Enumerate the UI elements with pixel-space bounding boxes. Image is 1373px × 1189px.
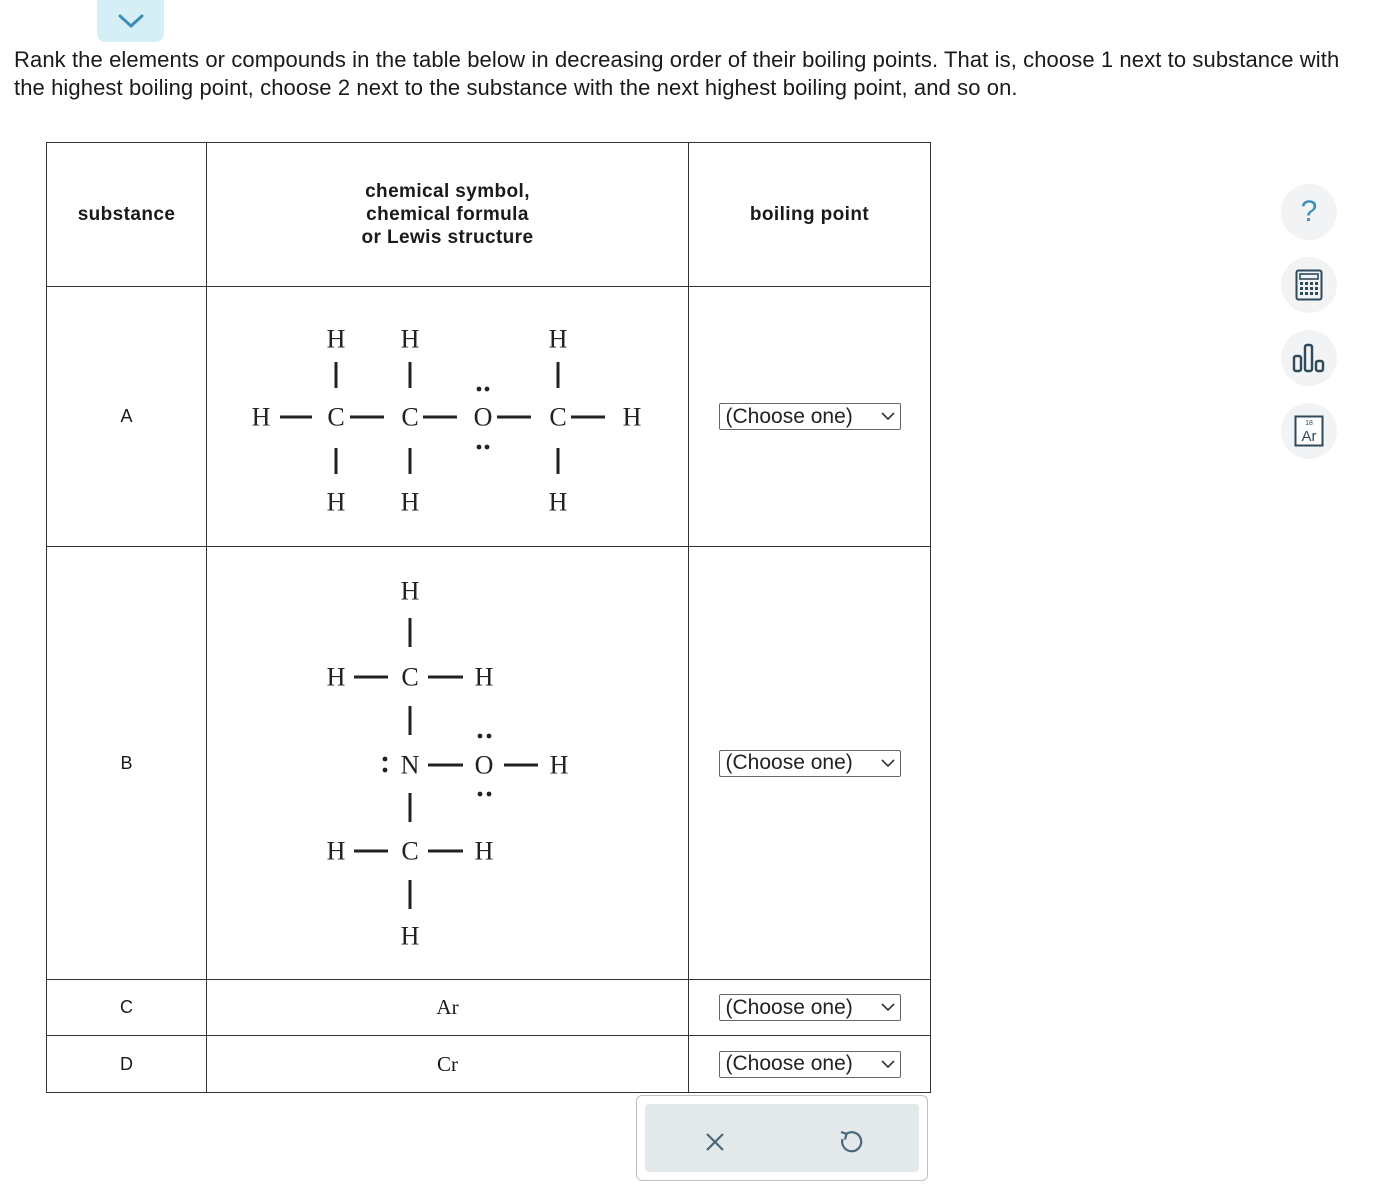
rank-select-c[interactable] — [719, 994, 901, 1021]
atom-h: H — [400, 921, 420, 950]
atom-c: C — [401, 662, 419, 691]
periodic-number: 18 — [1305, 420, 1313, 427]
select-value: (Choose one) — [725, 404, 853, 428]
answer-actions-inner — [645, 1104, 919, 1172]
atom-c: C — [549, 402, 567, 431]
table-row — [47, 980, 931, 1036]
atom-c: C — [401, 836, 419, 865]
help-icon: ? — [1300, 195, 1318, 228]
data-chart-button[interactable] — [1281, 330, 1337, 386]
bar-chart-icon — [1292, 343, 1326, 373]
boiling-point-cell — [689, 1036, 931, 1093]
question-prompt: Rank the elements or compounds in the table below in decreasing order of their boiling points. That is, choose 1 next to substance with the highest boiling point, choose 2 next to the substance with the next highest boiling point, and so on. — [14, 47, 1340, 100]
atom-h: H — [400, 324, 420, 353]
atom-h: H — [400, 487, 420, 516]
close-icon — [704, 1131, 726, 1153]
substance-label: D — [47, 1036, 207, 1093]
undo-button[interactable] — [831, 1122, 871, 1162]
collapse-toggle[interactable] — [97, 0, 164, 42]
atom-h: H — [474, 662, 494, 691]
table-row — [47, 1036, 931, 1093]
lewis-structure-a — [207, 287, 689, 547]
table-header-row — [47, 143, 931, 287]
table-row — [47, 287, 931, 547]
atom-h: H — [326, 836, 346, 865]
atom-h: H — [326, 487, 346, 516]
atom-c: C — [401, 402, 419, 431]
header-boiling-point: boiling point — [689, 143, 931, 287]
substance-label: B — [47, 547, 207, 980]
atom-h: H — [548, 487, 568, 516]
select-value: (Choose one) — [725, 995, 853, 1019]
atom-h: H — [326, 662, 346, 691]
help-button[interactable] — [1281, 184, 1337, 240]
chevron-down-icon — [881, 1060, 895, 1069]
rank-select-a[interactable] — [719, 403, 901, 430]
chemical-symbol: Ar — [207, 980, 689, 1036]
atom-c: C — [327, 402, 345, 431]
periodic-table-button[interactable] — [1281, 403, 1337, 459]
undo-icon — [838, 1129, 864, 1155]
atom-o: O — [473, 402, 493, 431]
clear-button[interactable] — [695, 1122, 735, 1162]
atom-h: H — [548, 324, 568, 353]
substance-label: C — [47, 980, 207, 1036]
lewis-structure-a-drawing — [207, 288, 688, 546]
boiling-point-cell — [689, 980, 931, 1036]
select-value: (Choose one) — [725, 1052, 853, 1075]
chemical-symbol: Cr — [207, 1036, 689, 1093]
periodic-table-icon — [1294, 415, 1324, 447]
calculator-button[interactable] — [1281, 257, 1337, 313]
atom-h: H — [474, 836, 494, 865]
header-formula-line3: or Lewis structure — [361, 227, 534, 248]
header-substance: substance — [47, 143, 207, 287]
header-formula-line2: chemical formula — [366, 204, 529, 225]
answer-actions — [636, 1095, 928, 1181]
calculator-icon — [1295, 269, 1323, 301]
atom-o: O — [474, 750, 494, 779]
header-formula — [207, 143, 689, 287]
rank-select-b[interactable] — [719, 750, 901, 777]
atom-h: H — [549, 750, 569, 779]
chevron-down-icon — [881, 412, 895, 421]
boiling-point-cell — [689, 287, 931, 547]
rank-select-d[interactable] — [719, 1051, 901, 1078]
atom-h: H — [622, 402, 642, 431]
boiling-point-cell — [689, 547, 931, 980]
lewis-structure-b-drawing — [207, 548, 688, 979]
atom-h: H — [251, 402, 271, 431]
ranking-table — [46, 142, 931, 1093]
periodic-symbol: Ar — [1301, 428, 1317, 445]
atom-h: H — [400, 576, 420, 605]
atom-n: N — [400, 750, 420, 779]
header-formula-line1: chemical symbol, — [365, 181, 530, 202]
substance-label: A — [47, 287, 207, 547]
chevron-down-icon — [881, 1003, 895, 1012]
chevron-down-icon — [881, 759, 895, 768]
select-value: (Choose one) — [725, 751, 853, 774]
atom-h: H — [326, 324, 346, 353]
lewis-structure-b — [207, 547, 689, 980]
table-row — [47, 547, 931, 980]
chevron-down-icon — [117, 13, 145, 29]
